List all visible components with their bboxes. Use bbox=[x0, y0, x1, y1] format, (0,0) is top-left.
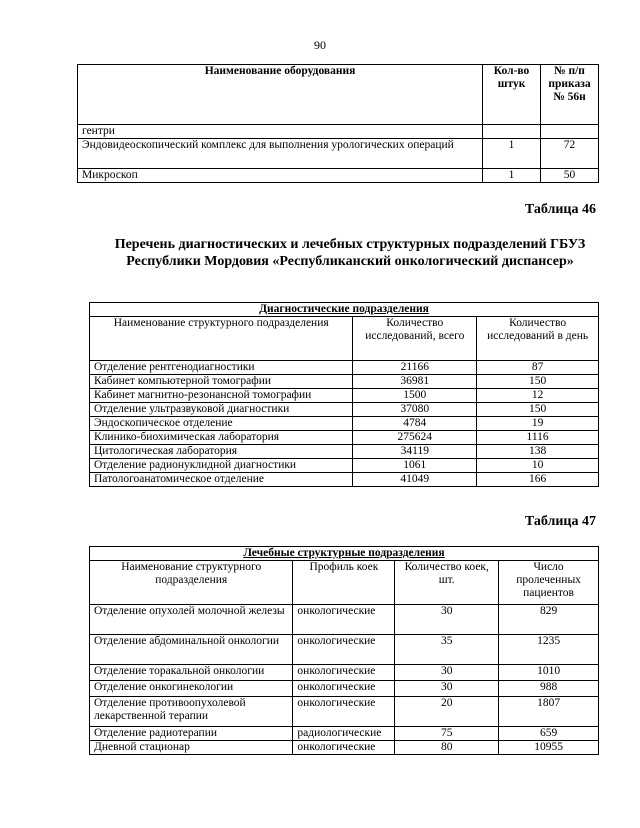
table-row bbox=[90, 635, 599, 665]
table-cell: 35 bbox=[395, 635, 499, 665]
table-cell: 19 bbox=[477, 417, 599, 431]
table-row bbox=[78, 125, 599, 139]
table-cell: Патологоанатомическое отделение bbox=[90, 473, 353, 487]
table-row bbox=[78, 169, 599, 183]
table46-title: Перечень диагностических и лечебных структурных подразделений ГБУЗ Республики Мордовия «Республиканский онкологический диспансер» bbox=[114, 237, 586, 269]
diagnostic-section-title: Диагностические подразделения bbox=[90, 303, 599, 317]
equipment-cell: Эндовидеоскопический комплекс для выполнения урологических операций bbox=[78, 139, 483, 169]
table-cell: 12 bbox=[477, 389, 599, 403]
table-cell: 75 bbox=[395, 727, 499, 741]
table-row bbox=[90, 431, 599, 445]
table-row bbox=[90, 741, 599, 755]
table-cell: Кабинет магнитно-резонансной томографии bbox=[90, 389, 353, 403]
table-row bbox=[90, 403, 599, 417]
table-row bbox=[90, 417, 599, 431]
table-cell: 1500 bbox=[353, 389, 477, 403]
table-cell: 150 bbox=[477, 403, 599, 417]
table-row bbox=[78, 139, 599, 169]
table-cell: 80 bbox=[395, 741, 499, 755]
equipment-cell: 1 bbox=[483, 169, 541, 183]
equipment-cell bbox=[541, 125, 599, 139]
page-number: 90 bbox=[314, 38, 326, 52]
table-cell: Отделение противоопухолевой лекарственной терапии bbox=[90, 697, 293, 727]
equipment-header-qty: Кол-во штук bbox=[483, 65, 541, 125]
equipment-cell: Микроскоп bbox=[78, 169, 483, 183]
table46-caption: Таблица 46 bbox=[524, 202, 596, 217]
table-row bbox=[90, 665, 599, 681]
table-cell: Кабинет компьютерной томографии bbox=[90, 375, 353, 389]
table-cell: Отделение ультразвуковой диагностики bbox=[90, 403, 353, 417]
equipment-cell: 72 bbox=[541, 139, 599, 169]
table47-caption: Таблица 47 bbox=[524, 514, 596, 529]
table-row bbox=[90, 605, 599, 635]
table-row bbox=[90, 361, 599, 375]
diagnostic-header-name: Наименование структурного подразделения bbox=[90, 317, 353, 361]
table-cell: Отделение радиотерапии bbox=[90, 727, 293, 741]
table-cell: радиологические bbox=[293, 727, 395, 741]
table-cell: Отделение опухолей молочной железы bbox=[90, 605, 293, 635]
table-cell: 21166 bbox=[353, 361, 477, 375]
table-row bbox=[90, 459, 599, 473]
table-cell: 1116 bbox=[477, 431, 599, 445]
table-row bbox=[90, 681, 599, 697]
table-cell: Дневной стационар bbox=[90, 741, 293, 755]
table-cell: 34119 bbox=[353, 445, 477, 459]
table-row bbox=[90, 727, 599, 741]
equipment-cell: 50 bbox=[541, 169, 599, 183]
table-cell: онкологические bbox=[293, 605, 395, 635]
table-cell: Отделение рентгенодиагностики bbox=[90, 361, 353, 375]
table-cell: 1010 bbox=[499, 665, 599, 681]
table-cell: Отделение онкогинекологии bbox=[90, 681, 293, 697]
table-cell: 87 bbox=[477, 361, 599, 375]
table-cell: 10955 bbox=[499, 741, 599, 755]
table-cell: 10 bbox=[477, 459, 599, 473]
table-cell: 988 bbox=[499, 681, 599, 697]
table-cell: онкологические bbox=[293, 741, 395, 755]
equipment-cell: 1 bbox=[483, 139, 541, 169]
diagnostic-header-perday: Количество исследований в день bbox=[477, 317, 599, 361]
treatment-header-profile: Профиль коек bbox=[293, 561, 395, 605]
table-cell: онкологические bbox=[293, 665, 395, 681]
table-row bbox=[90, 445, 599, 459]
table-row bbox=[90, 375, 599, 389]
table-cell: 4784 bbox=[353, 417, 477, 431]
treatment-section-title: Лечебные структурные подразделения bbox=[90, 547, 599, 561]
treatment-table bbox=[89, 546, 599, 755]
diagnostic-header-total: Количество исследований, всего bbox=[353, 317, 477, 361]
table-cell: 30 bbox=[395, 605, 499, 635]
table-cell: 275624 bbox=[353, 431, 477, 445]
table-cell: 41049 bbox=[353, 473, 477, 487]
equipment-header-order: № п/п приказа № 56н bbox=[541, 65, 599, 125]
table-cell: 36981 bbox=[353, 375, 477, 389]
table-cell: Отделение торакальной онкологии bbox=[90, 665, 293, 681]
treatment-header-patients: Число пролеченных пациентов bbox=[499, 561, 599, 605]
table-row bbox=[90, 473, 599, 487]
table-cell: 37080 bbox=[353, 403, 477, 417]
table-row bbox=[90, 389, 599, 403]
equipment-cell: гентри bbox=[78, 125, 483, 139]
equipment-cell bbox=[483, 125, 541, 139]
diagnostic-table bbox=[89, 302, 599, 487]
table-cell: 150 bbox=[477, 375, 599, 389]
treatment-header-name: Наименование структурного подразделения bbox=[90, 561, 293, 605]
table-cell: 1807 bbox=[499, 697, 599, 727]
table-cell: онкологические bbox=[293, 697, 395, 727]
table-cell: онкологические bbox=[293, 635, 395, 665]
table-row bbox=[90, 697, 599, 727]
table-cell: 1061 bbox=[353, 459, 477, 473]
table-cell: Цитологическая лаборатория bbox=[90, 445, 353, 459]
equipment-table bbox=[77, 64, 599, 183]
table-cell: Клинико-биохимическая лаборатория bbox=[90, 431, 353, 445]
table-cell: 30 bbox=[395, 665, 499, 681]
table-cell: 30 bbox=[395, 681, 499, 697]
table-cell: 829 bbox=[499, 605, 599, 635]
equipment-header-name: Наименование оборудования bbox=[78, 65, 483, 125]
table-cell: 659 bbox=[499, 727, 599, 741]
table-cell: 138 bbox=[477, 445, 599, 459]
table-cell: Отделение радионуклидной диагностики bbox=[90, 459, 353, 473]
table-cell: 166 bbox=[477, 473, 599, 487]
table-cell: онкологические bbox=[293, 681, 395, 697]
table-cell: 1235 bbox=[499, 635, 599, 665]
table-cell: Отделение абдоминальной онкологии bbox=[90, 635, 293, 665]
table-cell: Эндоскопическое отделение bbox=[90, 417, 353, 431]
table-cell: 20 bbox=[395, 697, 499, 727]
treatment-header-beds: Количество коек, шт. bbox=[395, 561, 499, 605]
